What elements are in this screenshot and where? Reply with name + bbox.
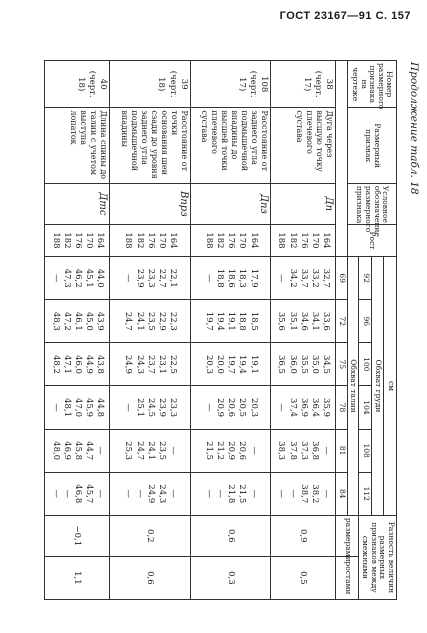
waist-value: 75 bbox=[336, 343, 348, 386]
waist-value: 69 bbox=[336, 257, 348, 300]
diff-heights-value: 0,6 bbox=[110, 556, 190, 599]
diff-sizes-value: −0,1 bbox=[45, 515, 110, 556]
feature-name: Длина спины до талии с учетом выступа лопаток bbox=[45, 108, 110, 183]
value-column: 44,8 45,9 47,0 48,1 — bbox=[45, 386, 110, 429]
waist-group-header: Обхват талии bbox=[347, 257, 359, 516]
value-column: 34,5 35,0 35,5 36,0 36,5 bbox=[271, 343, 336, 386]
diff-heights-header: ростами bbox=[336, 556, 359, 599]
height-values: 164 170 176 182 188 bbox=[271, 224, 336, 256]
value-column: 43,8 44,9 46,0 47,1 48,2 bbox=[45, 343, 110, 386]
diff-sizes-value: 0,2 bbox=[110, 515, 190, 556]
diff-sizes-value: 0,9 bbox=[271, 515, 336, 556]
value-column: — 20,6 20,9 21,2 21,5 bbox=[190, 429, 270, 472]
feature-designation: Дтс bbox=[45, 183, 110, 224]
value-column: — 36,8 37,3 37,8 38,3 bbox=[271, 429, 336, 472]
feature-name: Расстояние от заднего угла подмышечной впадины до высшей точки плечевого сустава bbox=[190, 108, 270, 183]
waist-value: 72 bbox=[336, 300, 348, 343]
feature-designation: Дпз bbox=[190, 183, 270, 224]
diff-heights-value: 0,5 bbox=[271, 556, 336, 599]
waist-value: 84 bbox=[336, 472, 348, 515]
value-column: 32,7 33,2 33,7 34,2 — bbox=[271, 257, 336, 300]
value-column: 22,3 22,9 23,5 24,1 24,7 bbox=[110, 300, 190, 343]
chest-value: 96 bbox=[359, 300, 372, 343]
waist-value: 81 bbox=[336, 429, 348, 472]
height-values: 164 170 176 182 188 bbox=[110, 224, 190, 256]
value-column: 22,5 23,1 23,7 24,3 24,9 bbox=[110, 343, 190, 386]
diff-heights-value: 0,3 bbox=[190, 556, 270, 599]
value-column: 19,1 19,4 19,7 20,0 20,3 bbox=[190, 343, 270, 386]
value-column: — 21,5 21,8 — — bbox=[190, 472, 270, 515]
table-continuation-title: Продолжение табл. 18 bbox=[408, 62, 420, 195]
waist-value: 78 bbox=[336, 386, 348, 429]
height-values: 164 170 176 182 188 bbox=[45, 224, 110, 256]
value-column: 44,0 45,1 46,2 47,3 — bbox=[45, 257, 110, 300]
feature-designation: Дп bbox=[271, 183, 336, 224]
value-column: 18,5 18,8 19,1 19,4 19,7 bbox=[190, 300, 270, 343]
table-row bbox=[45, 61, 110, 600]
col-number-header: Номер размерного признака на чертеже bbox=[347, 61, 396, 108]
value-column: — 45,7 46,8 — — bbox=[45, 472, 110, 515]
value-column: — 44,7 45,8 46,9 48,0 bbox=[45, 429, 110, 472]
value-column: — 38,2 38,7 — — bbox=[271, 472, 336, 515]
feature-number: 39 (черт. 18) bbox=[110, 61, 190, 108]
feature-number: 108 (черт. 17) bbox=[190, 61, 270, 108]
page-header: ГОСТ 23167—91 С. 157 bbox=[279, 10, 411, 22]
col-designation-header: Условное обозначение размерного признака bbox=[347, 183, 396, 224]
value-column: 33,6 34,1 34,6 35,1 35,6 bbox=[271, 300, 336, 343]
feature-number: 38 (черт. 17) bbox=[271, 61, 336, 108]
value-column: 35,9 36,4 36,9 37,4 — bbox=[271, 386, 336, 429]
feature-designation: Впрз bbox=[110, 183, 190, 224]
diff-sizes-header: размерами bbox=[336, 515, 359, 556]
col-feature-header: Размерный признак bbox=[347, 108, 396, 183]
value-column: 17,9 18,3 18,6 18,8 — bbox=[190, 257, 270, 300]
header-spacer bbox=[336, 61, 348, 257]
feature-name: Дуга через высшую точку плечевого сустава bbox=[271, 108, 336, 183]
table-row bbox=[271, 61, 336, 600]
value-column: 43,9 45,0 46,1 47,2 48,3 bbox=[45, 300, 110, 343]
chest-value: 108 bbox=[359, 429, 372, 472]
chest-value: 112 bbox=[359, 472, 372, 515]
measurements-table bbox=[44, 60, 397, 600]
value-column: — 23,5 24,1 24,7 25,3 bbox=[110, 429, 190, 472]
chest-group-header: Обхват груди bbox=[372, 257, 385, 516]
feature-name: Расстояние от точки основания шеи сзади до уровня заднего угла подмышечной впадины bbox=[110, 108, 190, 183]
value-column: — 24,3 24,9 — — bbox=[110, 472, 190, 515]
rotated-table-container bbox=[47, 60, 397, 600]
chest-value: 92 bbox=[359, 257, 372, 300]
diff-heights-value: 1,1 bbox=[45, 556, 110, 599]
col-height-header: Рост bbox=[347, 224, 396, 256]
units-header: см bbox=[384, 257, 397, 516]
feature-number: 40 (черт. 18) bbox=[45, 61, 110, 108]
col-diff-header: Разность величин размерных признаков между смежными bbox=[359, 515, 397, 599]
table-row bbox=[110, 61, 190, 600]
value-column: 20,3 20,5 20,6 20,9 — bbox=[190, 386, 270, 429]
value-column: 22,1 22,7 23,3 23,9 — bbox=[110, 257, 190, 300]
value-column: 23,3 23,9 24,5 25,1 — bbox=[110, 386, 190, 429]
diff-sizes-value: 0,6 bbox=[190, 515, 270, 556]
chest-value: 100 bbox=[359, 343, 372, 386]
chest-value: 104 bbox=[359, 386, 372, 429]
height-values: 164 170 176 182 188 bbox=[190, 224, 270, 256]
table-row bbox=[190, 61, 270, 600]
